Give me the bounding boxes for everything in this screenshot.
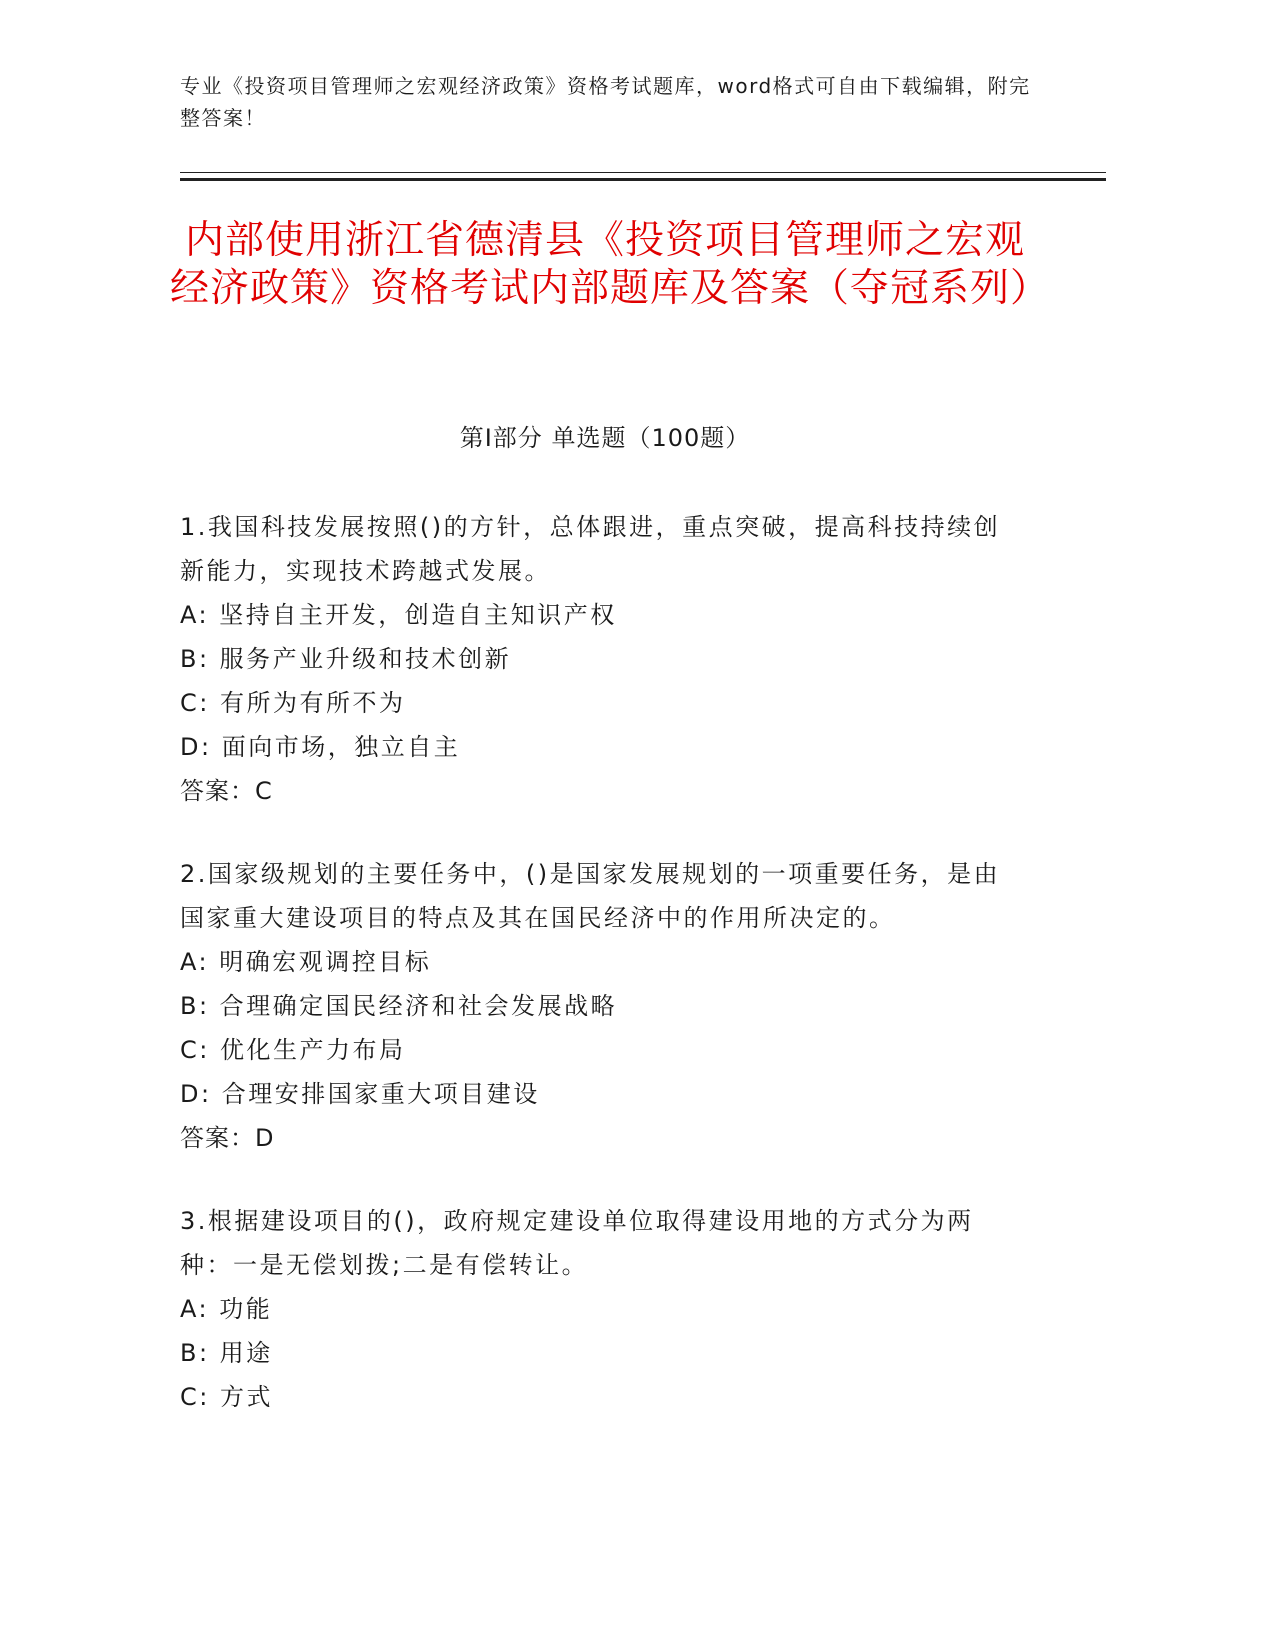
question-2: [180, 852, 1020, 1160]
option-c: C: 方式: [180, 1383, 273, 1411]
question-1: [180, 505, 1020, 813]
option-a: A: 坚持自主开发，创造自主知识产权: [180, 601, 617, 629]
question-list: [180, 505, 1020, 1458]
document-title: 内部使用浙江省德清县《投资项目管理师之宏观经济政策》资格考试内部题库及答案（夺冠系列）: [170, 218, 1051, 311]
question-stem: 2.国家级规划的主要任务中，()是国家发展规划的一项重要任务，是由国家重大建设项目的特点及其在国民经济中的作用所决定的。: [180, 860, 1001, 932]
answer: 答案：D: [180, 1124, 275, 1152]
option-a: A: 明确宏观调控目标: [180, 948, 432, 976]
header-note: 专业《投资项目管理师之宏观经济政策》资格考试题库，word格式可自由下载编辑，附完整答案！: [180, 74, 1031, 130]
question-3: [180, 1199, 1020, 1419]
option-b: B: 服务产业升级和技术创新: [180, 645, 512, 673]
header-divider-thick: [180, 178, 1106, 181]
option-d: D: 合理安排国家重大项目建设: [180, 1080, 540, 1108]
option-b: B: 合理确定国民经济和社会发展战略: [180, 992, 618, 1020]
answer: 答案：C: [180, 777, 273, 805]
option-d: D: 面向市场，独立自主: [180, 733, 461, 761]
header-divider-thin: [180, 172, 1106, 173]
part-heading: 第Ⅰ部分 单选题（100题）: [459, 424, 751, 452]
option-b: B: 用途: [180, 1339, 273, 1367]
option-c: C: 有所为有所不为: [180, 689, 406, 717]
question-stem: 3.根据建设项目的()，政府规定建设单位取得建设用地的方式分为两种：一是无偿划拨;二是有偿转让。: [180, 1207, 974, 1279]
question-stem: 1.我国科技发展按照()的方针，总体跟进，重点突破，提高科技持续创新能力，实现技术跨越式发展。: [180, 513, 1001, 585]
option-a: A: 功能: [180, 1295, 273, 1323]
option-c: C: 优化生产力布局: [180, 1036, 406, 1064]
